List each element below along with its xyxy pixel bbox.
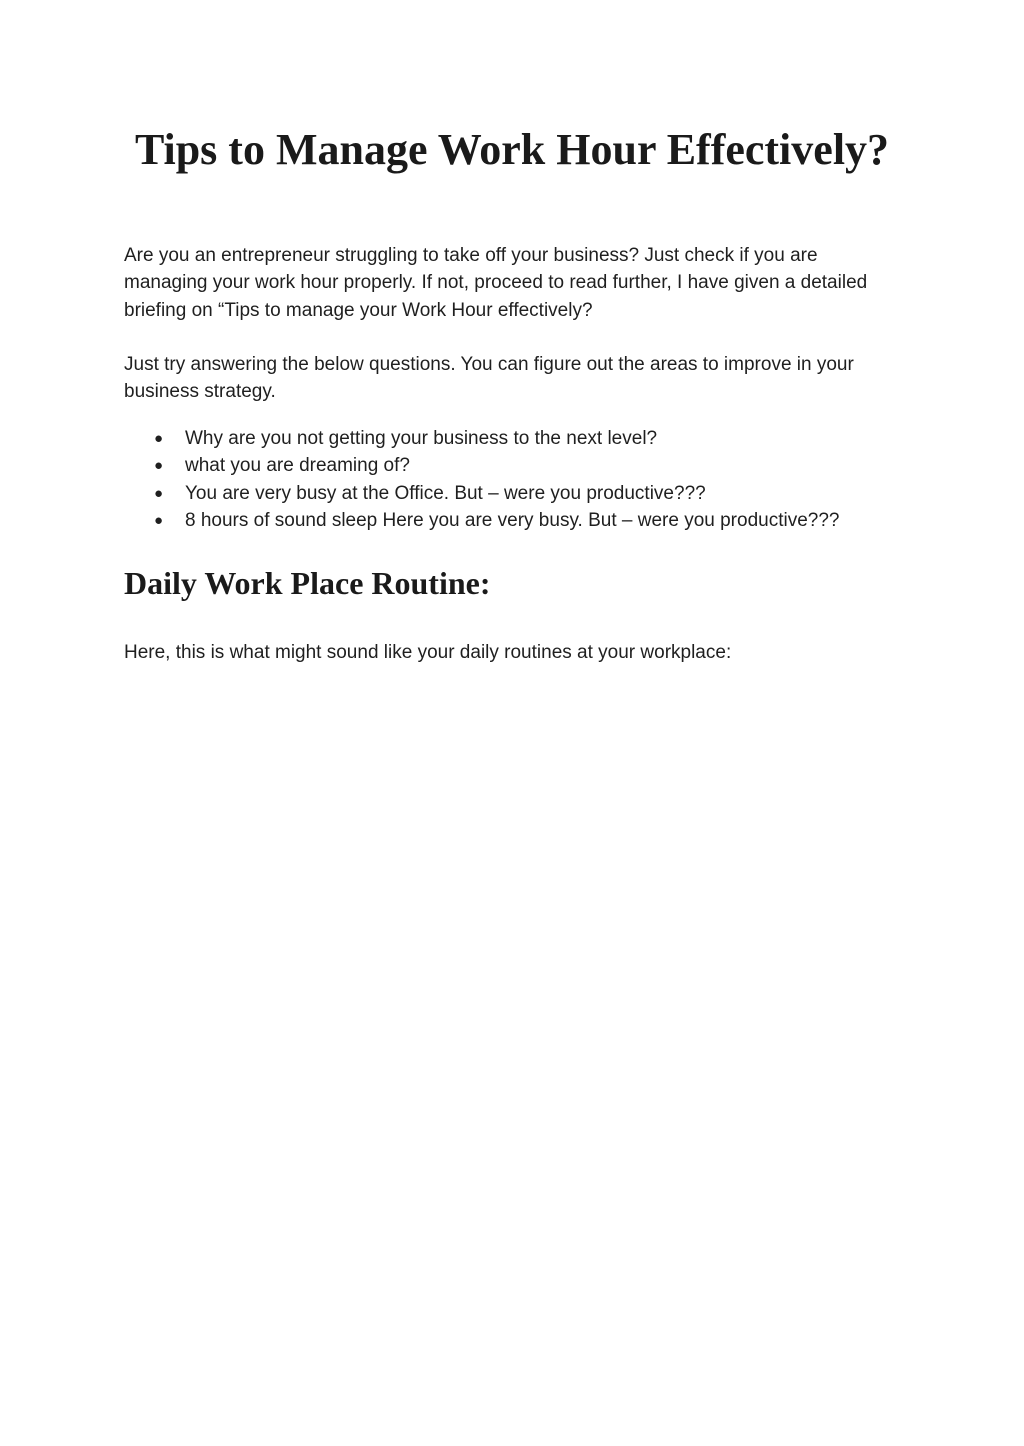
- list-item-text: You are very busy at the Office. But – were you productive???: [185, 482, 706, 504]
- section-heading: Daily Work Place Routine:: [124, 565, 491, 601]
- list-item: [124, 507, 924, 534]
- questions-paragraph: Just try answering the below questions. You can figure out the areas to improve in your business strategy.: [124, 354, 854, 403]
- bullet-icon: ●: [154, 430, 164, 447]
- bullet-icon: ●: [154, 512, 164, 530]
- document-title: Tips to Manage Work Hour Effectively?: [134, 125, 890, 174]
- section-paragraph: Here, this is what might sound like your daily routines at your workplace:: [124, 642, 732, 663]
- bullet-icon: ●: [154, 457, 164, 475]
- list-item-text: Why are you not getting your business to the next level?: [185, 428, 658, 449]
- list-item-text: 8 hours of sound sleep Here you are very busy. But – were you productive???: [185, 510, 840, 532]
- list-item: [124, 425, 924, 452]
- bullet-icon: ●: [154, 484, 164, 502]
- list-item: [124, 452, 924, 479]
- intro-paragraph: Are you an entrepreneur struggling to take off your business? Just check if you are managing your work hour properly. If not, proceed to read further, I have given a detailed briefing on “Tips to manage your Work Hour effectively?: [124, 245, 868, 321]
- list-item: [124, 480, 924, 507]
- list-item-text: what you are dreaming of?: [185, 455, 410, 477]
- question-list: [124, 425, 924, 535]
